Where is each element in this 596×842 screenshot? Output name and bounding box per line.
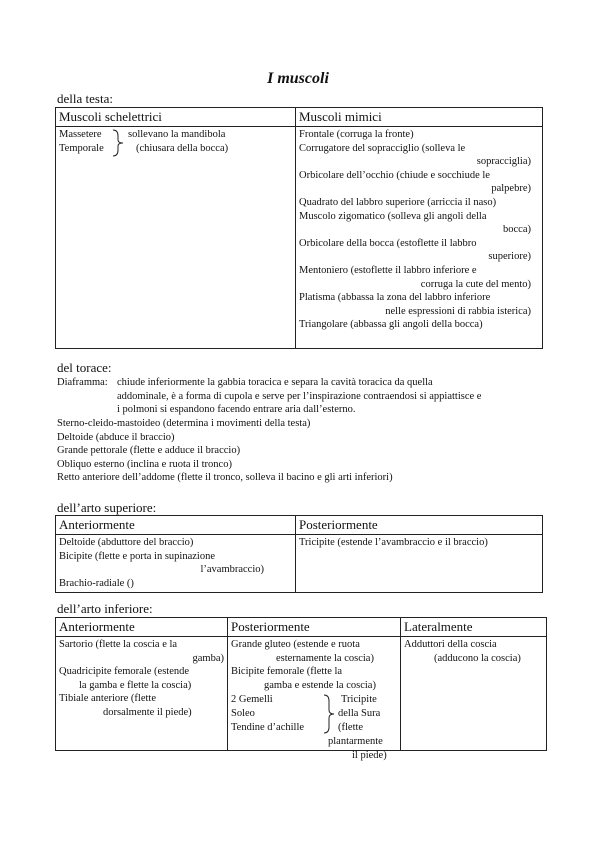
mimic-item: Corrugatore del sopracciglio (solleva le [299,142,466,154]
mimic-item: Frontale (corruga la fronte) [299,129,414,140]
torace-block [57,376,542,485]
diaframma-line-2: addominale, è a forma di cupola e serve per l’inspirazione contraendosi si appiattisce e [117,390,482,402]
inf-lat-line: Adduttori della coscia [404,639,497,650]
section-heading-inferiore: dell’arto inferiore: [57,601,153,616]
superiore-post-cell [296,535,543,593]
inf-post-line: Bicipite femorale (flette la [231,666,343,678]
table-superiore [55,515,543,593]
torace-item: Grande pettorale (flette e adduce il braccio) [57,445,241,457]
inf-post-line: Grande gluteo (estende e ruota [231,639,360,650]
ant-line: Bicipite (flette e porta in supinazione [59,550,215,562]
header-inf-ant: Anteriormente [56,618,228,637]
header-mimic: Muscoli mimici [296,108,543,127]
skeletal-desc-2: (chiusara della bocca) [136,143,229,154]
inferiore-post-cell [228,637,401,761]
mimic-item-continuation: corruga la cute del mento) [420,278,531,290]
section-heading-superiore: dell’arto superiore: [57,500,157,515]
sura-desc: plantarmente [328,736,383,747]
muscle-temporale: Temporale [59,143,104,154]
sura-desc: (flette [338,722,364,733]
table-inferiore [55,617,547,761]
ant-line: l’avambraccio) [200,564,264,576]
inf-ant-line: dorsalmente il piede) [103,706,192,718]
mimic-cell [296,127,543,349]
mimic-item: Platisma (abbassa la zona del labbro inferiore [299,292,491,304]
torace-item: Sterno-cleido-mastoideo (determina i movimenti della testa) [57,418,311,429]
inf-post-line: gamba e estende la coscia) [264,679,376,691]
mimic-item: Orbicolare della bocca (estoflette il labbro [299,237,477,249]
inf-ant-line: Quadricipite femorale (estende [59,666,190,678]
torace-item: Deltoide (abduce il braccio) [57,431,175,443]
mimic-item: Triangolare (abbassa gli angoli della bocca) [299,319,483,331]
superiore-ant-cell [56,535,296,593]
section-heading-torace: del torace: [57,360,112,375]
torace-item: Obliquo esterno (inclina e ruota il tronco) [57,458,232,470]
inf-lat-line: (adducono la coscia) [434,652,521,664]
diaframma-label: Diaframma: [57,377,108,388]
header-posteriormente: Posteriormente [296,516,543,535]
skeletal-desc-1: sollevano la mandibola [128,129,226,140]
mimic-item-continuation: sopracciglia) [476,156,531,168]
inf-post-line: esternamente la coscia) [276,652,374,664]
sura-muscle: Tendine d’achille [231,722,305,733]
diaframma-line-1: chiude inferiormente la gabbia toracica e separa la cavità toracica da quella [117,377,433,388]
mimic-item-continuation: bocca) [503,224,531,236]
mimic-item: Mentoniero (estoflette il labbro inferiore e [299,264,477,276]
brace-icon [323,694,337,734]
mimic-item: Muscolo zigomatico (solleva gli angoli della [299,210,487,222]
inf-ant-line: la gamba e flette la coscia) [79,679,192,691]
sura-desc: Tricipite [341,694,377,705]
inf-ant-line: Sartorio (flette la coscia e la [59,639,178,650]
header-skeletal: Muscoli schelettrici [56,108,296,127]
inf-ant-line: Tibiale anteriore (flette [59,693,156,705]
mimic-item: Orbicolare dell’occhio (chiude e socchiude le [299,169,490,181]
mimic-item-continuation: nelle espressioni di rabbia isterica) [385,305,531,317]
diaframma-entry [57,376,542,417]
mimic-item: Quadrato del labbro superiore (arriccia il naso) [299,196,497,208]
header-anteriormente: Anteriormente [56,516,296,535]
ant-line: Brachio-radiale () [59,577,134,589]
page-title: I muscoli [267,70,329,87]
ant-line: Deltoide (abduttore del braccio) [59,537,194,548]
sura-muscle: Soleo [231,708,255,719]
section-heading-testa: della testa: [57,91,113,106]
sura-desc: il piede) [352,750,387,761]
sura-desc: della Sura [338,708,381,719]
sura-muscle: 2 Gemelli [231,694,273,705]
inf-ant-line: gamba) [192,652,224,664]
inferiore-lat-cell [401,637,547,751]
muscle-massetere: Massetere [59,129,102,140]
diaframma-line-3: i polmoni si espandono facendo entrare aria dall’esterno. [117,404,356,416]
inferiore-ant-cell [56,637,228,751]
torace-item: Retto anteriore dell’addome (flette il tronco, solleva il bacino e gli arti inferiori) [57,472,393,484]
brace-icon [112,129,126,157]
header-inf-post: Posteriormente [228,618,401,637]
post-line: Tricipite (estende l’avambraccio e il braccio) [299,537,488,548]
mimic-item-continuation: superiore) [488,251,531,263]
skeletal-cell [56,127,296,349]
header-inf-lat: Lateralmente [401,618,547,637]
table-testa [55,107,543,349]
mimic-item-continuation: palpebre) [491,183,531,195]
